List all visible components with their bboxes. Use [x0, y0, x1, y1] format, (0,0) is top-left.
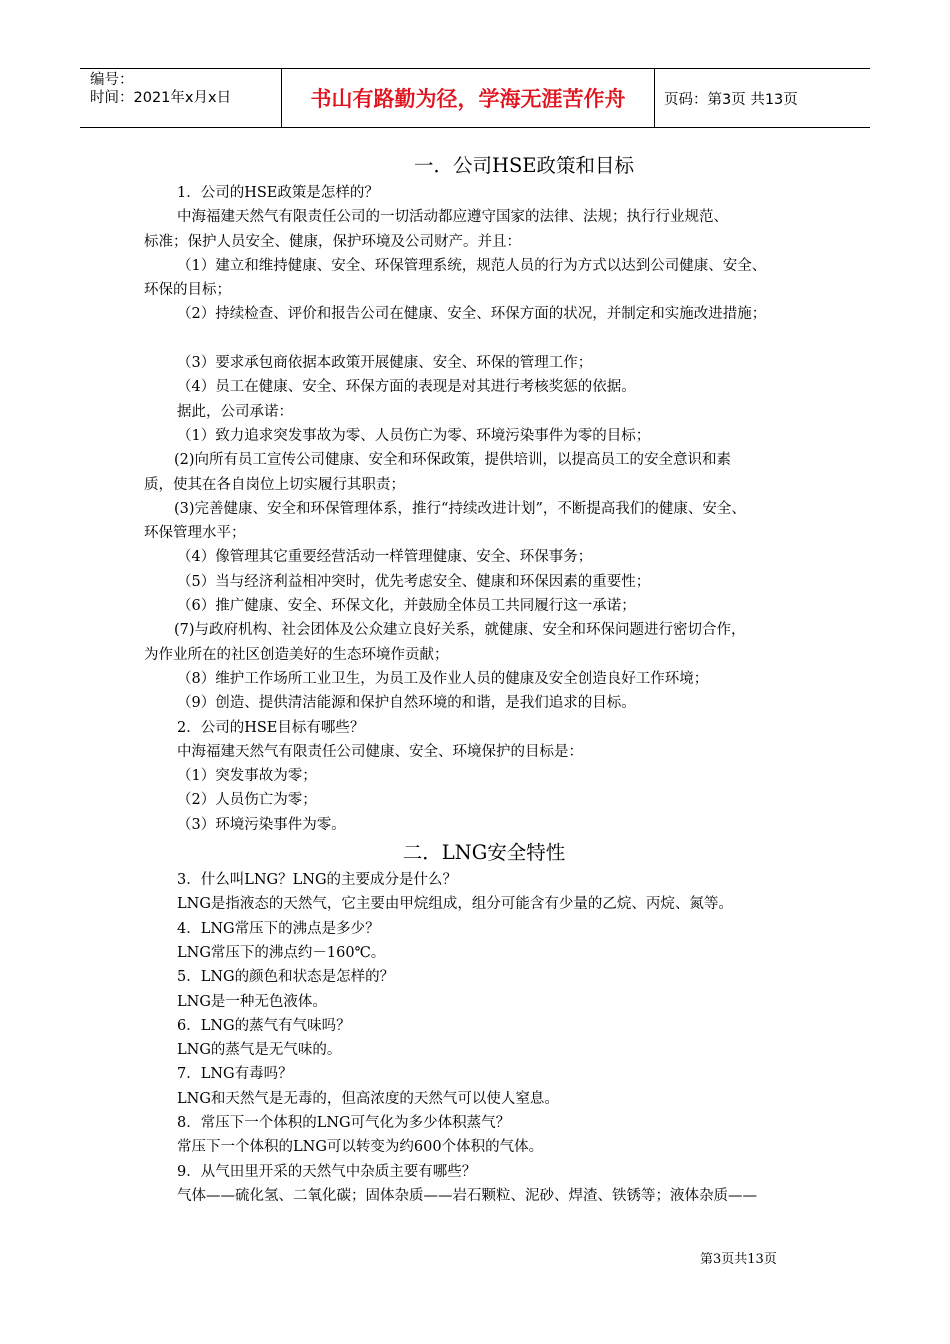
page-header	[80, 68, 870, 128]
question: 1．公司的HSE政策是怎样的？	[177, 185, 379, 201]
footer-page-number: 第3页共13页	[700, 1252, 777, 1267]
question: 8．常压下一个体积的LNG可气化为多少体积蒸气？	[177, 1114, 511, 1131]
answer: LNG和天然气是无毒的，但高浓度的天然气可以使人窒息。	[177, 1090, 559, 1107]
answer: LNG是指液态的天然气，它主要由甲烷组成，组分可能含有少量的乙烷、丙烷、氮等。	[177, 896, 733, 913]
answer: LNG的蒸气是无气味的。	[177, 1042, 342, 1059]
list-item: 质，使其在各自岗位上切实履行其职责；	[144, 476, 405, 493]
list-item: 环保的目标；	[144, 282, 231, 299]
question: 2．公司的HSE目标有哪些？	[177, 719, 365, 736]
answer: 气体——硫化氢、二氧化碳；固体杂质——岩石颗粒、泥砂、焊渣、铁锈等；液体杂质——	[177, 1187, 757, 1204]
list-item: （3）环境污染事件为零。	[177, 816, 346, 833]
answer: LNG常压下的沸点约－160℃。	[177, 944, 386, 961]
list-item: （4）像管理其它重要经营活动一样管理健康、安全、环保事务；	[177, 549, 593, 566]
list-item: （1）建立和维持健康、安全、环保管理系统，规范人员的行为方式以达到公司健康、安全、	[177, 257, 767, 274]
document-body	[144, 150, 824, 1208]
question: 9．从气田里开采的天然气中杂质主要有哪些？	[177, 1163, 477, 1180]
list-item: （1）突发事故为零；	[177, 768, 317, 785]
header-page-number: 页码：第3页 共13页	[664, 91, 798, 108]
answer: 常压下一个体积的LNG可以转变为约600个体积的气体。	[177, 1139, 544, 1156]
question: 5．LNG的颜色和状态是怎样的？	[177, 969, 395, 986]
paragraph: 据此，公司承诺：	[177, 403, 293, 420]
paragraph: 标准；保护人员安全、健康，保护环境及公司财产。并且：	[144, 233, 521, 250]
paragraph: 中海福建天然气有限责任公司的一切活动都应遵守国家的法律、法规；执行行业规范、	[177, 209, 728, 226]
section-title: 一．公司HSE政策和目标	[413, 154, 635, 177]
question: 7．LNG有毒吗？	[177, 1066, 293, 1083]
list-item: （6）推广健康、安全、环保文化，并鼓励全体员工共同履行这一承诺；	[177, 598, 636, 615]
document-date: 时间：2021年x月x日	[90, 90, 232, 106]
list-item: （9）创造、提供清洁能源和保护自然环境的和谐，是我们追求的目标。	[177, 695, 636, 712]
list-item: 环保管理水平；	[144, 525, 246, 542]
list-item: （5）当与经济利益相冲突时，优先考虑安全、健康和环保因素的重要性；	[177, 573, 651, 590]
document-number: 编号：	[90, 72, 134, 88]
question: 6．LNG的蒸气有气味吗？	[177, 1017, 351, 1034]
list-item: （1）致力追求突发事故为零、人员伤亡为零、环境污染事件为零的目标；	[177, 427, 651, 444]
answer: LNG是一种无色液体。	[177, 993, 327, 1010]
list-item: (3)完善健康、安全和环保管理体系，推行“持续改进计划”，不断提高我们的健康、安全、	[174, 500, 746, 517]
list-item: （3）要求承包商依据本政策开展健康、安全、环保的管理工作；	[177, 355, 593, 372]
list-item: （2）人员伤亡为零；	[177, 792, 317, 809]
list-item: (7)与政府机构、社会团体及公众建立良好关系，就健康、安全和环保问题进行密切合作，	[174, 622, 746, 639]
list-item: （4）员工在健康、安全、环保方面的表现是对其进行考核奖惩的依据。	[177, 379, 636, 396]
blank-line	[144, 327, 824, 351]
question: 3．什么叫LNG？LNG的主要成分是什么？	[177, 872, 458, 889]
list-item: 为作业所在的社区创造美好的生态环境作贡献；	[144, 646, 449, 663]
section-title: 二．LNG安全特性	[402, 841, 566, 865]
list-item: （2）持续检查、评价和报告公司在健康、安全、环保方面的状况，并制定和实施改进措施；	[177, 306, 767, 323]
list-item: (2)向所有员工宣传公司健康、安全和环保政策，提供培训，以提高员工的安全意识和素	[174, 452, 732, 469]
question: 4．LNG常压下的沸点是多少？	[177, 920, 380, 937]
paragraph: 中海福建天然气有限责任公司健康、安全、环境保护的目标是：	[177, 743, 583, 760]
header-motto: 书山有路勤为径，学海无涯苦作舟	[282, 69, 655, 127]
header-meta	[80, 69, 282, 127]
list-item: （8）维护工作场所工业卫生，为员工及作业人员的健康及安全创造良好工作环境；	[177, 670, 709, 687]
